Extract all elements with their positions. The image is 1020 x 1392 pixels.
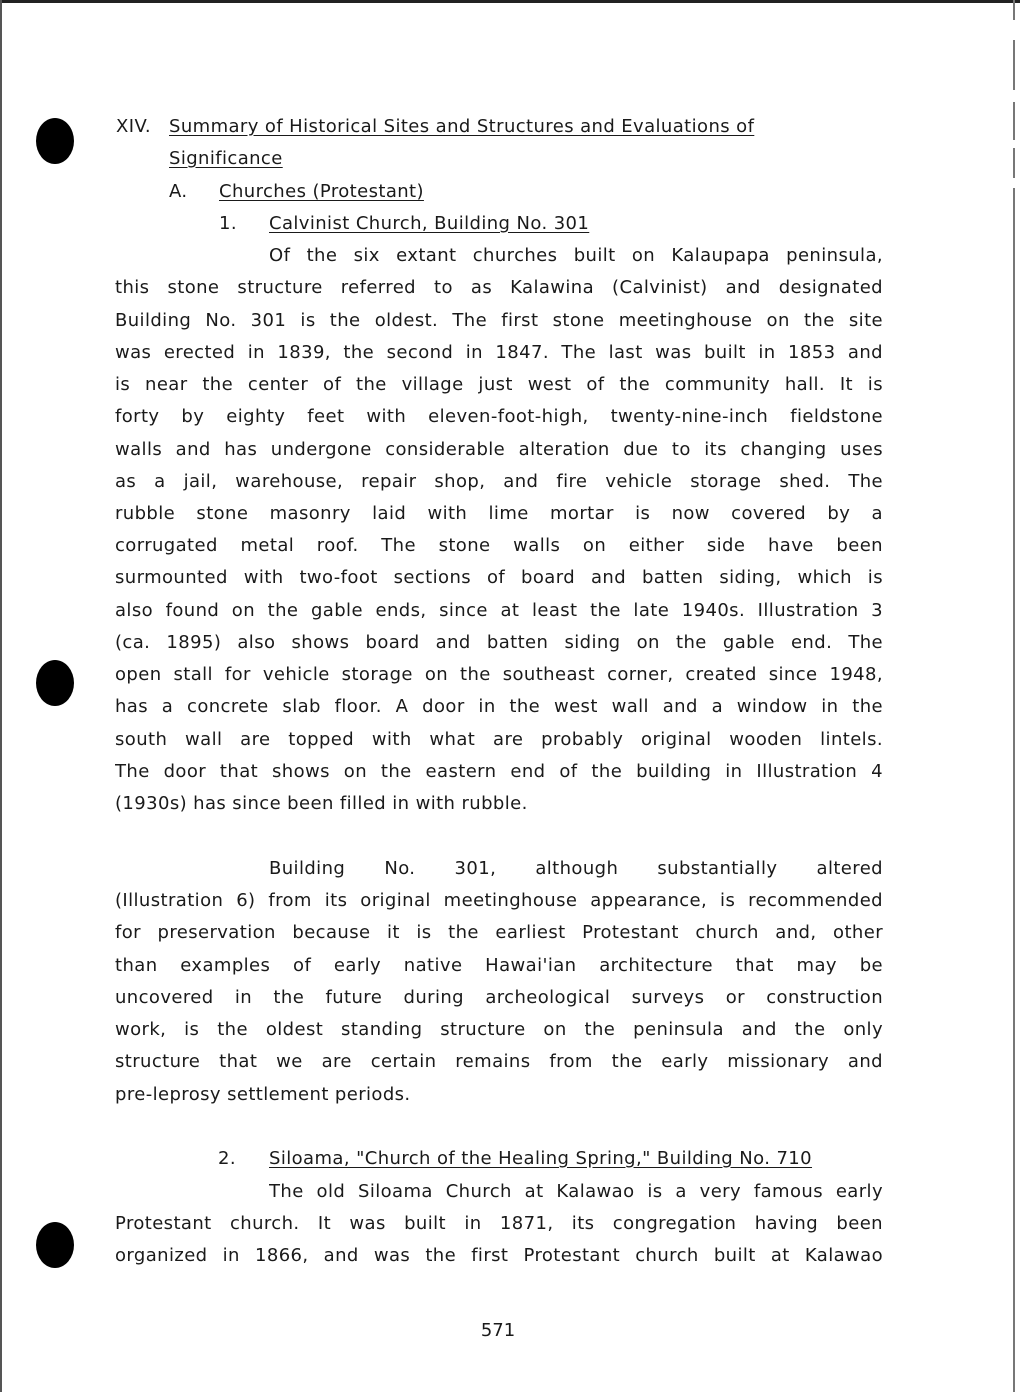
item2-number: 2. (218, 1148, 236, 1169)
paragraph1-line: Of the six extant churches built on Kalaupapa peninsula, (269, 245, 883, 266)
paragraph2-line: uncovered in the future during archeological surveys or construction (115, 987, 883, 1008)
paragraph1-line: was erected in 1839, the second in 1847. The last was built in 1853 and (115, 342, 883, 363)
subsection-letter: A. (169, 181, 188, 202)
paragraph1-line: The door that shows on the eastern end of the building in Illustration 4 (115, 761, 883, 782)
paragraph1-line: surmounted with two-foot sections of board and batten siding, which is (115, 567, 883, 588)
scan-edge-right (1013, 0, 1015, 1392)
binder-hole-bottom (36, 1222, 74, 1268)
paragraph2-line: Building No. 301, although substantially altered (269, 858, 883, 879)
paragraph1-line: is near the center of the village just west of the community hall. It is (115, 374, 883, 395)
scan-edge-top (0, 0, 1020, 3)
paragraph1-line: also found on the gable ends, since at least the late 1940s. Illustration 3 (115, 600, 883, 621)
item1-number: 1. (219, 213, 237, 234)
paragraph1-line: as a jail, warehouse, repair shop, and fire vehicle storage shed. The (115, 471, 883, 492)
paragraph2-line: pre-leprosy settlement periods. (115, 1084, 411, 1105)
paragraph1-line: corrugated metal roof. The stone walls on either side have been (115, 535, 883, 556)
paragraph2-line: (Illustration 6) from its original meetinghouse appearance, is recommended (115, 890, 883, 911)
paragraph1-line: south wall are topped with what are probably original wooden lintels. (115, 729, 883, 750)
paragraph1-line: forty by eighty feet with eleven-foot-high, twenty-nine-inch fieldstone (115, 406, 883, 427)
binder-hole-middle (36, 660, 74, 706)
paragraph2-line: for preservation because it is the earliest Protestant church and, other (115, 922, 883, 943)
paragraph1-line: (1930s) has since been filled in with rubble. (115, 793, 528, 814)
paragraph1-line: rubble stone masonry laid with lime mortar is now covered by a (115, 503, 883, 524)
paragraph2-line: than examples of early native Hawai'ian architecture that may be (115, 955, 883, 976)
section-title-line1: Summary of Historical Sites and Structures and Evaluations of (169, 116, 755, 137)
paragraph3-line: organized in 1866, and was the first Protestant church built at Kalawao (115, 1245, 883, 1266)
paragraph1-line: open stall for vehicle storage on the southeast corner, created since 1948, (115, 664, 883, 685)
paragraph1-line: (ca. 1895) also shows board and batten siding on the gable end. The (115, 632, 883, 653)
paragraph2-line: structure that we are certain remains from the early missionary and (115, 1051, 883, 1072)
paragraph3-line: The old Siloama Church at Kalawao is a very famous early (269, 1181, 883, 1202)
paragraph1-line: Building No. 301 is the oldest. The first stone meetinghouse on the site (115, 310, 883, 331)
subsection-title: Churches (Protestant) (219, 181, 424, 202)
item2-title: Siloama, "Church of the Healing Spring," Building No. 710 (269, 1148, 813, 1169)
paragraph1-line: this stone structure referred to as Kalawina (Calvinist) and designated (115, 277, 883, 298)
section-title-line2: Significance (169, 148, 283, 169)
paragraph1-line: walls and has undergone considerable alteration due to its changing uses (115, 439, 883, 460)
paragraph3-line: Protestant church. It was built in 1871, its congregation having been (115, 1213, 883, 1234)
paragraph1-line: has a concrete slab floor. A door in the west wall and a window in the (115, 696, 883, 717)
binder-hole-top (36, 118, 74, 164)
paragraph2-line: work, is the oldest standing structure on the peninsula and the only (115, 1019, 883, 1040)
page-number: 571 (480, 1320, 516, 1341)
item1-title: Calvinist Church, Building No. 301 (269, 213, 590, 234)
scan-edge-left (0, 0, 2, 1392)
section-number: XIV. (116, 116, 151, 137)
